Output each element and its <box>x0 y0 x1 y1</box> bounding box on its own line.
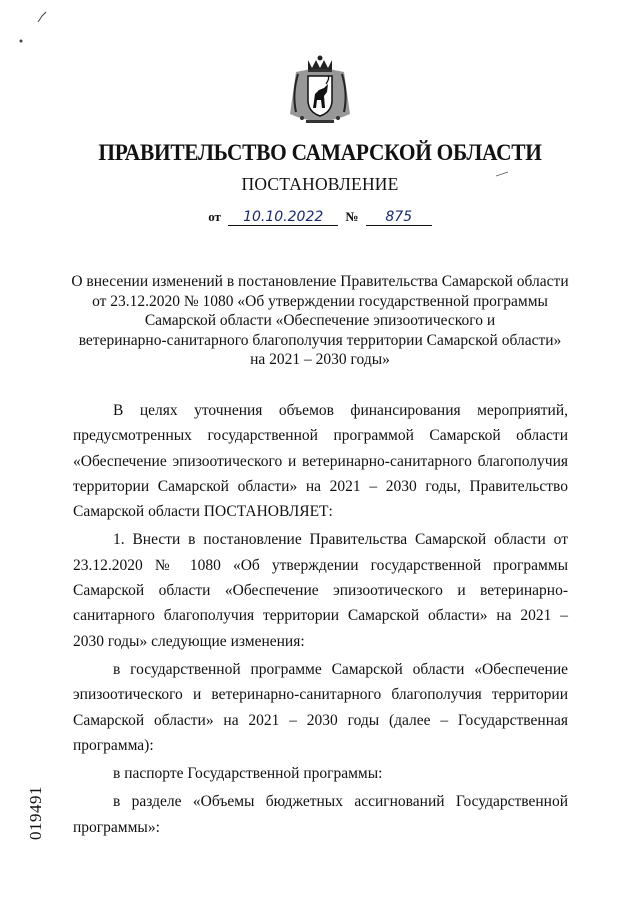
subject-line: ветеринарно-санитарного благополучия территории Самарской области» <box>78 331 562 349</box>
body-paragraph: 1. Внести в постановление Правительства Самарской области от 23.12.2020 № 1080 «Об утверждении государственной программы Самарской области «Обеспечение эпизоотического и ветеринарно-санитарного благополучия территории Самарской области» на 2021 – 2030 годы» следующие изменения: <box>73 531 568 650</box>
number-prefix: № <box>345 209 359 224</box>
subject-line: О внесении изменений в постановление Правительства Самарской области <box>71 273 569 290</box>
body-paragraph: в паспорте Государственной программы: <box>113 765 383 783</box>
subject-line: от 23.12.2020 № 1080 «Об утверждении государственной программы <box>92 292 548 310</box>
body-paragraph: в разделе «Объемы бюджетных ассигнований Государственной программы»: <box>73 793 568 836</box>
document-type: ПОСТАНОВЛЕНИЕ <box>241 174 399 194</box>
document-date-number <box>0 209 640 226</box>
document-date: 10.10.2022 <box>228 209 338 226</box>
document-subject <box>60 272 580 370</box>
document-body <box>73 398 568 840</box>
scan-mark-icon <box>16 36 26 46</box>
scan-mark-icon <box>36 10 48 24</box>
document-number: 875 <box>366 209 432 226</box>
body-paragraph: В целях уточнения объемов финансирования мероприятий, предусмотренных государственной программой Самарской области «Обеспечение эпизоотического и ветеринарно-санитарного благополучия территории Самарской области» на 2021 – 2030 годы, Правительство Самарской области ПОСТАНОВЛЯЕТ: <box>73 402 568 521</box>
scan-mark-icon <box>494 170 510 178</box>
subject-line: Самарской области «Обеспечение эпизоотического и <box>144 312 496 329</box>
organization-title: ПРАВИТЕЛЬСТВО САМАРСКОЙ ОБЛАСТИ <box>98 140 542 165</box>
subject-line: на 2021 – 2030 годы» <box>250 351 390 368</box>
date-prefix: от <box>208 209 221 224</box>
body-paragraph: в государственной программе Самарской области «Обеспечение эпизоотического и ветеринарно-санитарного благополучия территории Самарской области» на 2021 – 2030 годы (далее – Государственная программа): <box>73 660 568 754</box>
serial-number: 019491 <box>26 786 45 840</box>
serial-stamp-wrapper <box>22 770 52 840</box>
coat-of-arms-emblem <box>286 54 354 128</box>
